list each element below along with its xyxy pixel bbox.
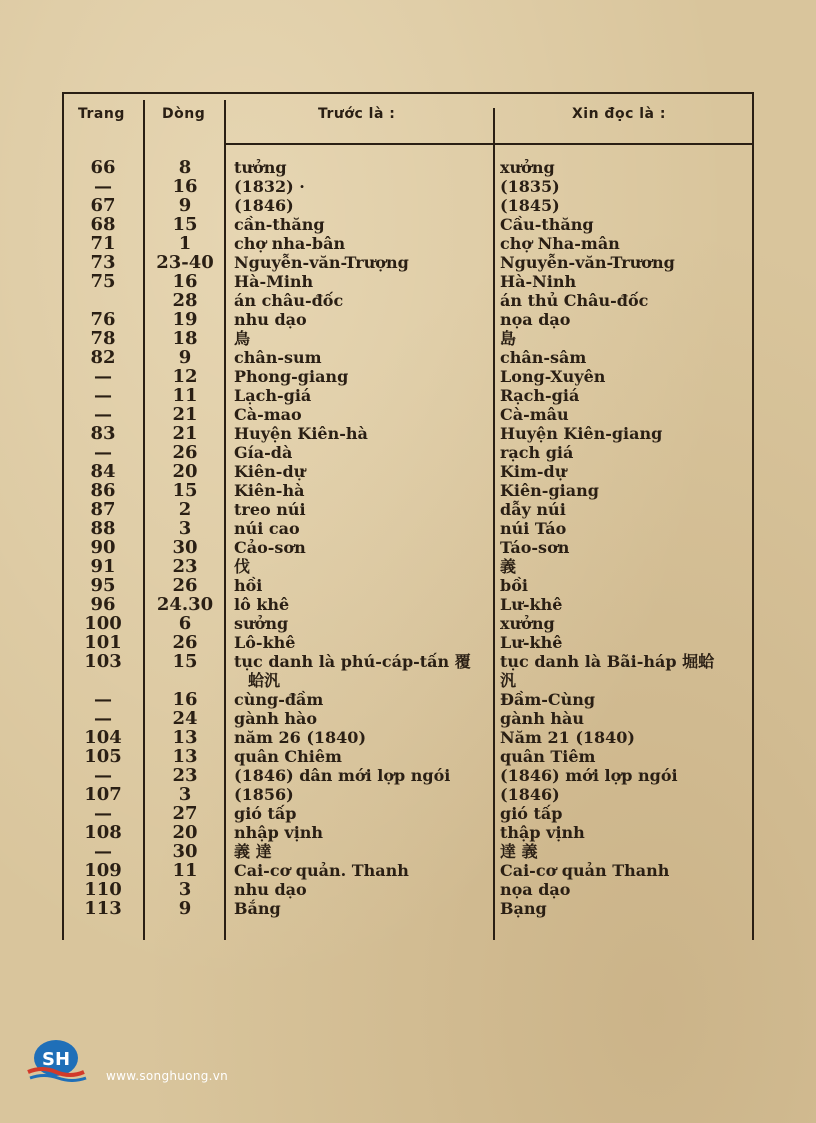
line-number: 23-40 bbox=[156, 252, 214, 273]
table-row bbox=[0, 823, 816, 842]
line-number: 13 bbox=[172, 727, 198, 748]
page-number: 113 bbox=[84, 898, 122, 919]
page-number: — bbox=[94, 708, 112, 729]
page-number: 67 bbox=[90, 195, 116, 216]
table-row bbox=[0, 747, 816, 766]
correct-text: án thủ Châu-đốc bbox=[500, 291, 649, 310]
page-number: 68 bbox=[90, 214, 116, 235]
line-number: 27 bbox=[172, 803, 198, 824]
correct-text: dẫy núi bbox=[500, 500, 566, 519]
wrong-text: cần-thăng bbox=[234, 215, 325, 234]
page-number: — bbox=[94, 404, 112, 425]
wrong-text: Hà-Minh bbox=[234, 272, 314, 291]
wrong-text: 蛤汎 bbox=[248, 671, 281, 690]
table-row bbox=[0, 595, 816, 614]
table-row bbox=[0, 652, 816, 671]
table-row bbox=[0, 728, 816, 747]
page-number: — bbox=[94, 765, 112, 786]
wrong-text: hồi bbox=[234, 576, 263, 595]
table-row bbox=[0, 405, 816, 424]
correct-text: 汎 bbox=[500, 671, 517, 690]
wrong-text: chợ nha-bân bbox=[234, 234, 346, 253]
page-number: 90 bbox=[90, 537, 116, 558]
line-number: 20 bbox=[172, 822, 198, 843]
wrong-text: Kiên-dự bbox=[234, 462, 306, 481]
songhuong-logo-icon bbox=[24, 1038, 94, 1082]
table-row bbox=[0, 348, 816, 367]
table-row bbox=[0, 633, 816, 652]
wrong-text: nhu dạo bbox=[234, 310, 307, 329]
page-number: 108 bbox=[84, 822, 122, 843]
wrong-text: quân Chiêm bbox=[234, 747, 342, 766]
page-number: 75 bbox=[90, 271, 116, 292]
header-page: Trang bbox=[78, 106, 125, 122]
page-number: 78 bbox=[90, 328, 116, 349]
page-number: 91 bbox=[90, 556, 116, 577]
correct-text: 義 bbox=[500, 557, 517, 576]
page-number: 87 bbox=[90, 499, 116, 520]
wrong-text: treo núi bbox=[234, 500, 306, 519]
correct-text: Lư-khê bbox=[500, 595, 563, 614]
wrong-text: Cai-cơ quản. Thanh bbox=[234, 861, 409, 880]
correct-text: gió tấp bbox=[500, 804, 563, 823]
table-row bbox=[0, 614, 816, 633]
correct-text: nọa dạo bbox=[500, 310, 571, 329]
wrong-text: Cảo-sơn bbox=[234, 538, 306, 557]
table-row bbox=[0, 899, 816, 918]
page-number: 88 bbox=[90, 518, 116, 539]
table-row bbox=[0, 234, 816, 253]
correct-text: Cà-mâu bbox=[500, 405, 569, 424]
line-number: 3 bbox=[178, 518, 192, 539]
line-number: 9 bbox=[178, 898, 192, 919]
wrong-text: (1832) · bbox=[234, 177, 305, 196]
wrong-text: cùng-đầm bbox=[234, 690, 324, 709]
correct-text: Huyện Kiên-giang bbox=[500, 424, 663, 443]
table-row bbox=[0, 671, 816, 690]
line-number: 21 bbox=[172, 404, 198, 425]
page-number: 82 bbox=[90, 347, 116, 368]
line-number: 30 bbox=[172, 537, 198, 558]
wrong-text: án châu-đốc bbox=[234, 291, 344, 310]
page-number: — bbox=[94, 176, 112, 197]
line-number: 16 bbox=[172, 271, 198, 292]
wrong-text: năm 26 (1840) bbox=[234, 728, 367, 747]
table-row bbox=[0, 329, 816, 348]
wrong-text: nhập vịnh bbox=[234, 823, 324, 842]
page-number: — bbox=[94, 689, 112, 710]
table-row bbox=[0, 804, 816, 823]
correct-text: Táo-sơn bbox=[500, 538, 570, 557]
table-row bbox=[0, 842, 816, 861]
table-row bbox=[0, 386, 816, 405]
correct-text: thập vịnh bbox=[500, 823, 585, 842]
correct-text: Cai-cơ quản Thanh bbox=[500, 861, 670, 880]
correct-text: xưởng bbox=[500, 614, 555, 633]
wrong-text: lô khê bbox=[234, 595, 290, 614]
table-row bbox=[0, 272, 816, 291]
logo-text: SH bbox=[41, 1049, 71, 1070]
wrong-text: núi cao bbox=[234, 519, 300, 538]
line-number: 15 bbox=[172, 651, 198, 672]
page-number: — bbox=[94, 841, 112, 862]
correct-text: Hà-Ninh bbox=[500, 272, 577, 291]
line-number: 2 bbox=[178, 499, 192, 520]
page-number: 110 bbox=[84, 879, 122, 900]
wrong-text: Cà-mao bbox=[234, 405, 302, 424]
wrong-text: nhu dạo bbox=[234, 880, 307, 899]
page-number: 105 bbox=[84, 746, 122, 767]
table-row bbox=[0, 880, 816, 899]
correct-text: (1845) bbox=[500, 196, 560, 215]
wrong-text: sưởng bbox=[234, 614, 289, 633]
correct-text: rạch giá bbox=[500, 443, 574, 462]
line-number: 3 bbox=[178, 784, 192, 805]
table-row bbox=[0, 462, 816, 481]
line-number: 26 bbox=[172, 575, 198, 596]
page-number: — bbox=[94, 442, 112, 463]
line-number: 18 bbox=[172, 328, 198, 349]
wrong-text: 伐 bbox=[234, 557, 251, 576]
page-number: 76 bbox=[90, 309, 116, 330]
table-row bbox=[0, 557, 816, 576]
line-number: 28 bbox=[172, 290, 198, 311]
table-row bbox=[0, 785, 816, 804]
table-row bbox=[0, 253, 816, 272]
header-line: Dòng bbox=[162, 106, 206, 122]
correct-text: Bạng bbox=[500, 899, 547, 918]
correct-text: Đầm-Cùng bbox=[500, 690, 596, 709]
correct-text: quân Tiêm bbox=[500, 747, 596, 766]
line-number: 26 bbox=[172, 442, 198, 463]
correct-text: nọa dạo bbox=[500, 880, 571, 899]
table-row bbox=[0, 215, 816, 234]
correct-text: xưởng bbox=[500, 158, 555, 177]
wrong-text: tưởng bbox=[234, 158, 287, 177]
correct-text: Rạch-giá bbox=[500, 386, 580, 405]
page-number: 73 bbox=[90, 252, 116, 273]
correct-text: (1846) bbox=[500, 785, 560, 804]
table-row bbox=[0, 443, 816, 462]
table-row bbox=[0, 519, 816, 538]
header-right: Xin đọc là : bbox=[572, 106, 666, 122]
wrong-text: Huyện Kiên-hà bbox=[234, 424, 368, 443]
line-number: 20 bbox=[172, 461, 198, 482]
line-number: 1 bbox=[178, 233, 192, 254]
correct-text: Nguyễn-văn-Trương bbox=[500, 253, 675, 272]
page-number: 101 bbox=[84, 632, 122, 653]
wrong-text: Lạch-giá bbox=[234, 386, 312, 405]
wrong-text: (1856) bbox=[234, 785, 294, 804]
correct-text: (1835) bbox=[500, 177, 560, 196]
wrong-text: Bắng bbox=[234, 899, 281, 918]
wrong-text: Kiên-hà bbox=[234, 481, 305, 500]
wrong-text: gành hào bbox=[234, 709, 318, 728]
page-number: 66 bbox=[90, 157, 116, 178]
line-number: 23 bbox=[172, 556, 198, 577]
page-number: — bbox=[94, 366, 112, 387]
line-number: 16 bbox=[172, 176, 198, 197]
wrong-text: 鳥 bbox=[234, 329, 251, 348]
table-row bbox=[0, 158, 816, 177]
line-number: 26 bbox=[172, 632, 198, 653]
correct-text: 島 bbox=[500, 329, 517, 348]
page-number: 104 bbox=[84, 727, 122, 748]
table-row bbox=[0, 500, 816, 519]
line-number: 13 bbox=[172, 746, 198, 767]
line-number: 15 bbox=[172, 480, 198, 501]
correct-text: Cầu-thăng bbox=[500, 215, 594, 234]
table-row bbox=[0, 291, 816, 310]
correct-text: bồi bbox=[500, 576, 528, 595]
wrong-text: (1846) dân mới lợp ngói bbox=[234, 766, 451, 785]
table-row bbox=[0, 196, 816, 215]
table-row bbox=[0, 709, 816, 728]
website-link[interactable]: www.songhuong.vn bbox=[106, 1069, 229, 1083]
line-number: 24 bbox=[172, 708, 198, 729]
table-row bbox=[0, 177, 816, 196]
header-bottom-rule bbox=[226, 143, 754, 145]
table-row bbox=[0, 690, 816, 709]
line-number: 12 bbox=[172, 366, 198, 387]
wrong-text: Phong-giang bbox=[234, 367, 349, 386]
page-number: 109 bbox=[84, 860, 122, 881]
correct-text: chân-sâm bbox=[500, 348, 587, 367]
wrong-text: Nguyễn-văn-Trượng bbox=[234, 253, 409, 272]
page-number: 71 bbox=[90, 233, 116, 254]
line-number: 8 bbox=[178, 157, 192, 178]
table-row bbox=[0, 481, 816, 500]
table-row bbox=[0, 424, 816, 443]
page-number: 103 bbox=[84, 651, 122, 672]
top-rule bbox=[62, 92, 754, 94]
page-number: 100 bbox=[84, 613, 122, 634]
line-number: 9 bbox=[178, 347, 192, 368]
correct-text: Năm 21 (1840) bbox=[500, 728, 635, 747]
line-number: 11 bbox=[172, 860, 198, 881]
correct-text: Lư-khê bbox=[500, 633, 563, 652]
line-number: 6 bbox=[178, 613, 192, 634]
wrong-text: tục danh là phú-cáp-tấn 覆 bbox=[234, 652, 471, 671]
wrong-text: Lô-khê bbox=[234, 633, 296, 652]
page-number: — bbox=[94, 803, 112, 824]
page-number: 84 bbox=[90, 461, 116, 482]
line-number: 15 bbox=[172, 214, 198, 235]
correct-text: Kiên-giang bbox=[500, 481, 599, 500]
wrong-text: gió tấp bbox=[234, 804, 297, 823]
correct-text: tục danh là Bãi-háp 堀蛤 bbox=[500, 652, 715, 671]
table-row bbox=[0, 538, 816, 557]
line-number: 30 bbox=[172, 841, 198, 862]
correct-text: chợ Nha-mân bbox=[500, 234, 620, 253]
line-number: 23 bbox=[172, 765, 198, 786]
page-number: 83 bbox=[90, 423, 116, 444]
table-row bbox=[0, 576, 816, 595]
line-number: 16 bbox=[172, 689, 198, 710]
page-number: 95 bbox=[90, 575, 116, 596]
correct-text: gành hàu bbox=[500, 709, 585, 728]
correct-text: núi Táo bbox=[500, 519, 567, 538]
header-wrong: Trước là : bbox=[318, 106, 396, 122]
table-row bbox=[0, 310, 816, 329]
correct-text: 達 義 bbox=[500, 842, 538, 861]
line-number: 3 bbox=[178, 879, 192, 900]
correct-text: Kim-dự bbox=[500, 462, 567, 481]
wrong-text: Gía-dà bbox=[234, 443, 293, 462]
wrong-text: 義 達 bbox=[234, 842, 272, 861]
line-number: 11 bbox=[172, 385, 198, 406]
line-number: 9 bbox=[178, 195, 192, 216]
wrong-text: (1846) bbox=[234, 196, 294, 215]
line-number: 24.30 bbox=[156, 594, 214, 615]
line-number: 21 bbox=[172, 423, 198, 444]
page-number: 86 bbox=[90, 480, 116, 501]
line-number: 19 bbox=[172, 309, 198, 330]
page-number: 96 bbox=[90, 594, 116, 615]
table-row bbox=[0, 367, 816, 386]
table-row bbox=[0, 861, 816, 880]
table-row bbox=[0, 766, 816, 785]
wrong-text: chân-sum bbox=[234, 348, 322, 367]
page-number: 107 bbox=[84, 784, 122, 805]
correct-text: (1846) mới lợp ngói bbox=[500, 766, 678, 785]
page-number: — bbox=[94, 385, 112, 406]
correct-text: Long-Xuyên bbox=[500, 367, 606, 386]
